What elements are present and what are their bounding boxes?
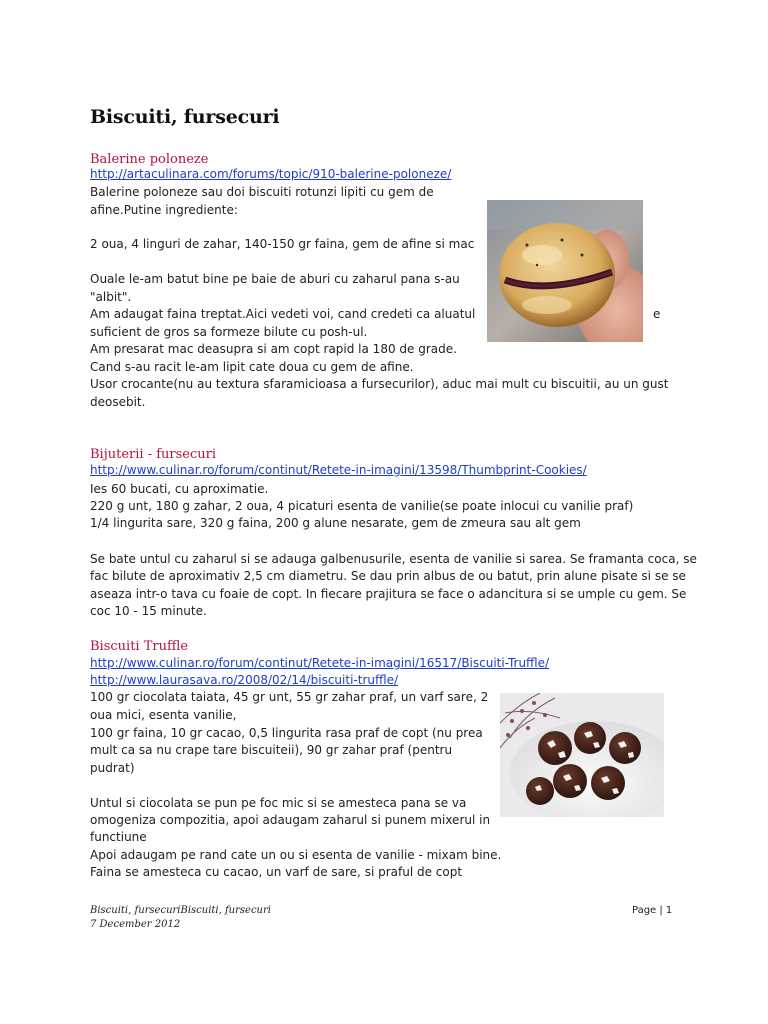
text-line: Faina se amesteca cu cacao, un varf de sare, si praful de copt (90, 865, 463, 879)
text-line: mult ca sa nu crape tare biscuiteii), 90 gr zahar praf (pentru (90, 743, 453, 757)
text-line: coc 10 - 15 minute. (90, 604, 207, 618)
page-number: Page | 1 (632, 905, 673, 916)
text-line: fac bilute de aproximativ 2,5 cm diametru. Se dau prin albus de ou batut, prin alune pisate si se se (90, 569, 686, 583)
text-line: 220 g unt, 180 g zahar, 2 oua, 4 picaturi esenta de vanilie(se poate inlocui cu vanilie praf) (90, 499, 634, 513)
text-line: Balerine poloneze sau doi biscuiti rotunzi lipiti cu gem de (90, 185, 434, 199)
section-heading: Balerine poloneze (90, 152, 209, 167)
footer-date: 7 December 2012 (90, 919, 181, 930)
section-heading: Bijuterii - fursecuri (90, 447, 217, 462)
text-line: pudrat) (90, 761, 135, 775)
text-line: suficient de gros sa formeze bilute cu posh-ul. (90, 325, 368, 339)
text-line-overflow: e (653, 307, 661, 321)
text-line: afine.Putine ingrediente: (90, 203, 238, 217)
text-line: Usor crocante(nu au textura sfaramicioasa a fursecurilor), aduc mai mult cu biscuitii, au un gust (90, 377, 669, 391)
text-line: Am adaugat faina treptat.Aici vedeti voi, cand credeti ca aluatul (90, 307, 476, 321)
truffle-cookies-illustration (500, 693, 664, 817)
text-line: Ies 60 bucati, cu aproximatie. (90, 482, 269, 496)
text-line: 100 gr faina, 10 gr cacao, 0,5 lingurita rasa praf de copt (nu prea (90, 726, 483, 740)
cookie-photo (487, 200, 643, 342)
text-line: 100 gr ciocolata taiata, 45 gr unt, 55 gr zahar praf, un varf sare, 2 (90, 690, 489, 704)
recipe-link[interactable]: http://www.laurasava.ro/2008/02/14/biscuiti-truffle/ (90, 673, 399, 687)
footer-document-title: Biscuiti, fursecuriBiscuiti, fursecuri (90, 905, 271, 916)
text-line: 1/4 lingurita sare, 320 g faina, 200 g alune nesarate, gem de zmeura sau alt gem (90, 516, 581, 530)
text-line: aseaza intr-o tava cu foaie de copt. In fiecare prajitura se face o adancitura si se umple cu gem. Se (90, 587, 687, 601)
text-line: Am presarat mac deasupra si am copt rapid la 180 de grade. (90, 342, 457, 356)
page-title: Biscuiti, fursecuri (90, 106, 280, 128)
recipe-link[interactable]: http://www.culinar.ro/forum/continut/Retete-in-imagini/13598/Thumbprint-Cookies/ (90, 463, 587, 477)
text-line: functiune (90, 830, 147, 844)
text-line: omogeniza compozitia, apoi adaugam zaharul si punem mixerul in (90, 813, 491, 827)
text-line: oua mici, esenta vanilie, (90, 708, 237, 722)
truffle-cookies-photo (500, 693, 664, 817)
text-line: Cand s-au racit le-am lipit cate doua cu gem de afine. (90, 360, 414, 374)
recipe-link[interactable]: http://artaculinara.com/forums/topic/910-balerine-poloneze/ (90, 167, 452, 181)
text-line: Ouale le-am batut bine pe baie de aburi cu zaharul pana s-au (90, 272, 460, 286)
cookie-photo-illustration (487, 200, 643, 342)
text-line: Untul si ciocolata se pun pe foc mic si se amesteca pana se va (90, 796, 467, 810)
text-line: deosebit. (90, 395, 146, 409)
section-heading: Biscuiti Truffle (90, 639, 189, 654)
text-line: Se bate untul cu zaharul si se adauga galbenusurile, esenta de vanilie si sarea. Se framanta coca, se (90, 552, 697, 566)
text-line: Apoi adaugam pe rand cate un ou si esenta de vanilie - mixam bine. (90, 848, 502, 862)
recipe-link[interactable]: http://www.culinar.ro/forum/continut/Retete-in-imagini/16517/Biscuiti-Truffle/ (90, 656, 550, 670)
text-line: 2 oua, 4 linguri de zahar, 140-150 gr faina, gem de afine si mac (90, 237, 475, 251)
text-line: "albit". (90, 290, 132, 304)
